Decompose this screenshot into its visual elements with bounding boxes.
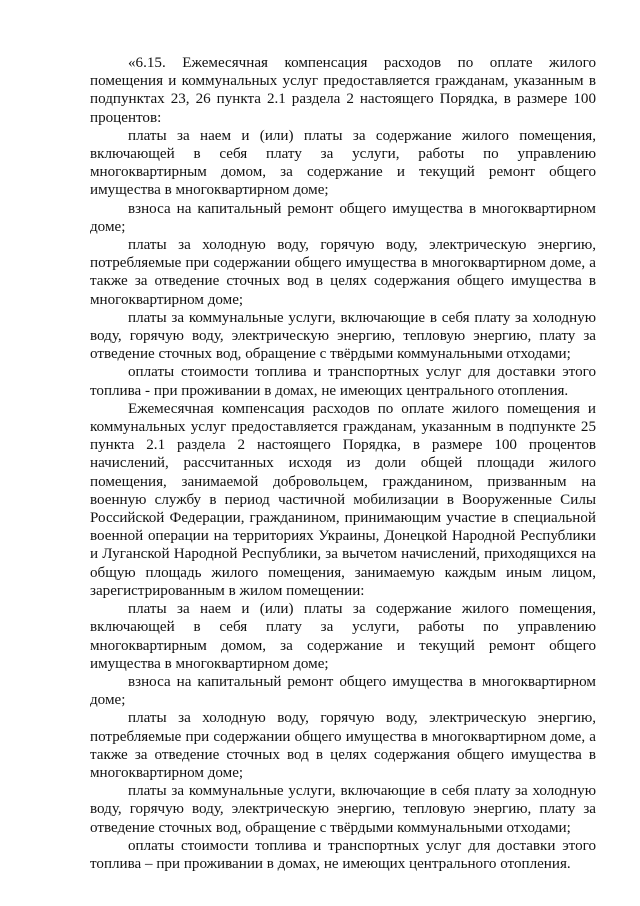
paragraph-rent-maintenance-2: платы за наем и (или) платы за содержание жилого помещения, включающей в себя плату за услуги, работы по управлению многоквартирным домом, за содержание и текущий ремонт общего имущества в многоквартирном доме; (90, 601, 596, 672)
paragraph-utility-services-2: платы за коммунальные услуги, включающие в себя плату за холодную воду, горячую воду, электрическую энергию, тепловую энергию, плату за отведение сточных вод, обращение с твёрдыми коммунальными отходами; (90, 783, 596, 836)
paragraph-capital-repair: взноса на капитальный ремонт общего имущества в многоквартирном доме; (90, 200, 596, 235)
document-page (90, 54, 596, 873)
paragraph-fuel-delivery-2: оплаты стоимости топлива и транспортных услуг для доставки этого топлива – при проживании в домах, не имеющих центрального отопления. (90, 837, 596, 872)
paragraph-rent-maintenance: платы за наем и (или) платы за содержание жилого помещения, включающей в себя плату за услуги, работы по управлению многоквартирным домом, за содержание и текущий ремонт общего имущества в многоквартирном доме; (90, 127, 596, 199)
paragraph-6-15-intro: «6.15. Ежемесячная компенсация расходов по оплате жилого помещения и коммунальных услуг предоставляется гражданам, указанным в подпунктах 23, 26 пункта 2.1 раздела 2 настоящего Порядка, в размере 100 процентов: (90, 55, 596, 126)
paragraph-common-property-utilities-2: платы за холодную воду, горячую воду, электрическую энергию, потребляемые при содержании общего имущества в многоквартирном доме, а также за отведение сточных вод в целях содержания общего имущества в многоквартирном доме; (90, 710, 596, 781)
paragraph-capital-repair-2: взноса на капитальный ремонт общего имущества в многоквартирном доме; (90, 673, 596, 709)
paragraph-fuel-delivery: оплаты стоимости топлива и транспортных услуг для доставки этого топлива - при проживании в домах, не имеющих центрального отопления. (90, 364, 596, 399)
paragraph-utility-services: платы за коммунальные услуги, включающие в себя плату за холодную воду, горячую воду, электрическую энергию, тепловую энергию, плату за отведение сточных вод, обращение с твёрдыми коммунальными отходами; (90, 309, 596, 363)
paragraph-volunteers-compensation: Ежемесячная компенсация расходов по оплате жилого помещения и коммунальных услуг предоставляется гражданам, указанным в подпункте 25 пункта 2.1 раздела 2 настоящего Порядка, в размере 100 процентов начислений, рассчитанных исходя из доли общей площади жилого помещения, занимаемой добровольцем, гражданином, призванным на военную службу в период частичной мобилизации в Вооруженные Силы Российской Федерации, гражданином, принимающим участие в специальной военной операции на территориях Украины, Донецкой Народной Республики и Луганской Народной Республики, за вычетом начислений, приходящихся на общую площадь жилого помещения, занимаемую каждым иным лицом, зарегистрированным в жилом помещении: (90, 400, 596, 599)
paragraph-common-property-utilities: платы за холодную воду, горячую воду, электрическую энергию, потребляемые при содержании общего имущества в многоквартирном доме, а также за отведение сточных вод в целях содержания общего имущества в многоквартирном доме; (90, 237, 596, 308)
